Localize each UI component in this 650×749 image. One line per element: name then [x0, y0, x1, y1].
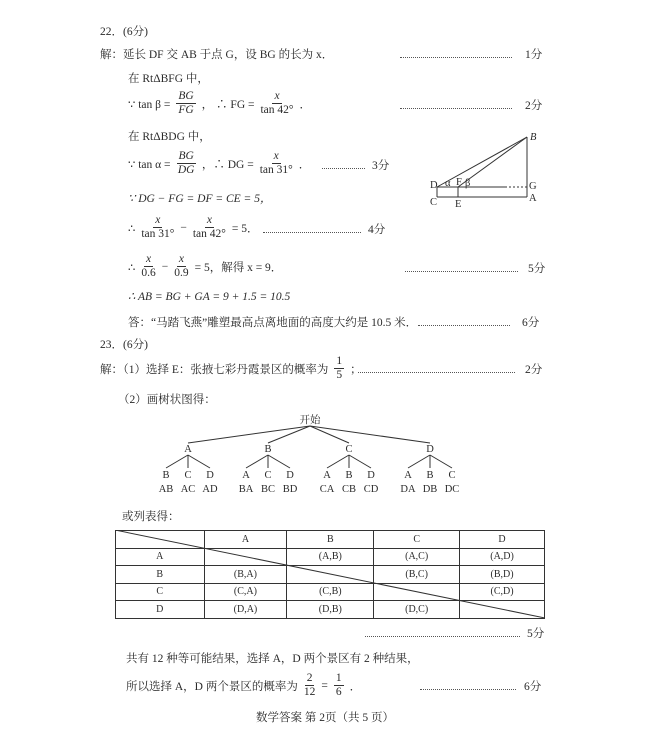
- tree-outcome: AB: [158, 484, 174, 495]
- dot-leader: [418, 325, 510, 326]
- dot-leader: [420, 689, 516, 690]
- q22-line4: 在 RtΔBDG 中，: [128, 131, 211, 143]
- q22-line9: ∴ AB = BG + GA = 9 + 1.5 = 10.5: [128, 291, 291, 303]
- table-cell: (C,B): [287, 583, 374, 601]
- dot-leader: [400, 108, 512, 109]
- table-cell: (A,D): [460, 548, 545, 566]
- table-cell: A: [116, 548, 205, 566]
- tree-root: 开始: [299, 415, 321, 426]
- text: = 5．: [231, 222, 259, 235]
- tree-leaf: D: [286, 470, 294, 481]
- q23-heading: 23．(6分): [100, 339, 148, 351]
- q22-line2: 在 RtΔBFG 中，: [128, 73, 209, 85]
- tree-outcome: DC: [444, 484, 460, 495]
- table-cell: (C,A): [204, 583, 287, 601]
- text: ．: [349, 680, 362, 693]
- tree-edge: [408, 455, 430, 468]
- table-cell: (B,C): [374, 566, 460, 584]
- text: ， ∴ FG =: [201, 98, 255, 111]
- q22-line8: [128, 253, 282, 280]
- tree-leaf: A: [323, 470, 331, 481]
- label-G: G: [529, 181, 537, 192]
- tree-diagram: [140, 408, 480, 503]
- fraction: $\frac{x}{\tan 42^\circ}$: [260, 90, 294, 116]
- score: 4分: [368, 224, 386, 236]
- label-A: A: [529, 193, 537, 204]
- text: ∴: [128, 222, 136, 235]
- tree-edge: [349, 455, 371, 468]
- score: 6分: [522, 317, 540, 329]
- tree-node: A: [184, 444, 192, 455]
- tree-outcome: CD: [363, 484, 379, 495]
- table-cell: D: [116, 601, 205, 619]
- table-cell: C: [116, 583, 205, 601]
- tree-edge: [310, 426, 430, 443]
- fraction: $\frac{x}{0.6}$: [141, 253, 156, 279]
- q23-line5: [126, 672, 361, 699]
- label-B: B: [530, 132, 537, 143]
- score: 5分: [527, 628, 545, 640]
- label-D: D: [430, 180, 438, 191]
- q22-line3: [128, 90, 311, 117]
- tree-outcome: CA: [319, 484, 335, 495]
- tree-edge: [188, 455, 210, 468]
- q22-line7: [128, 214, 259, 241]
- fraction: $\frac{x}{\tan 31^\circ}$: [259, 150, 293, 176]
- dot-leader: [358, 372, 515, 373]
- fraction: $\frac{2}{12}$: [303, 672, 316, 698]
- tree-leaf: B: [162, 470, 170, 481]
- q23-line2: （2）画树状图得：: [118, 394, 216, 406]
- table-cell: (B,A): [204, 566, 287, 584]
- tree-node: B: [264, 444, 272, 455]
- table-cell: (A,B): [287, 548, 374, 566]
- tree-edge: [246, 455, 268, 468]
- tree-outcome: BD: [282, 484, 298, 495]
- text: = 5，解得 x = 9．: [194, 261, 283, 274]
- label-F: F: [456, 177, 462, 188]
- label-alpha: α: [445, 178, 451, 189]
- label-beta: β: [465, 178, 471, 189]
- fraction: $\frac{x}{0.9}$: [174, 253, 189, 279]
- text: ．: [298, 158, 311, 171]
- table-cell: (D,C): [374, 601, 460, 619]
- text: −: [161, 260, 169, 273]
- tree-edge: [166, 455, 188, 468]
- q22-line1: 解：延长 DF 交 AB 于点 G，设 BG 的长为 x．: [100, 49, 334, 61]
- dot-leader: [405, 271, 518, 272]
- fraction: $\frac{x}{\tan 42^\circ}$: [192, 214, 226, 240]
- fraction: $\frac{x}{\tan 31^\circ}$: [141, 214, 175, 240]
- label-C: C: [430, 197, 438, 208]
- text: ∵ tan α =: [128, 158, 171, 171]
- tree-node: C: [345, 444, 353, 455]
- table-diagonal: [115, 530, 545, 618]
- tree-edge: [430, 455, 452, 468]
- tree-edge: [268, 455, 290, 468]
- table-cell: D: [460, 531, 545, 549]
- text: ∵ tan β =: [128, 98, 171, 111]
- text: =: [321, 679, 328, 692]
- table-cell: A: [204, 531, 287, 549]
- text: ；: [350, 363, 362, 376]
- q22-heading: 22．(6分): [100, 26, 148, 38]
- table-cell: (D,A): [204, 601, 287, 619]
- tree-leaf: B: [426, 470, 434, 481]
- score: 1分: [525, 49, 543, 61]
- q22-line6: ∵ DG − FG = DF = CE = 5，: [128, 193, 272, 205]
- table-cell: (A,C): [374, 548, 460, 566]
- label-E: E: [455, 199, 462, 210]
- tree-leaf: C: [264, 470, 272, 481]
- dot-leader: [400, 57, 512, 58]
- tree-leaf: B: [345, 470, 353, 481]
- tree-leaf: C: [448, 470, 456, 481]
- fraction: $\frac{BG}{DG}$: [177, 150, 195, 176]
- fraction: $\frac{BG}{FG}$: [178, 90, 194, 116]
- tree-leaf: D: [206, 470, 214, 481]
- q23-line1: [100, 355, 362, 382]
- score: 3分: [372, 160, 390, 172]
- tree-leaf: C: [184, 470, 192, 481]
- tree-outcome: DB: [422, 484, 438, 495]
- table-cell: (C,D): [460, 583, 545, 601]
- score: 6分: [524, 681, 542, 693]
- dot-leader: [365, 636, 520, 637]
- text: ．: [299, 98, 312, 111]
- tree-edge: [188, 426, 310, 443]
- tree-edge: [327, 455, 349, 468]
- tree-node: D: [426, 444, 434, 455]
- table-cell: (B,D): [460, 566, 545, 584]
- tree-outcome: AD: [202, 484, 218, 495]
- text: ，∴ DG =: [201, 158, 254, 171]
- q22-answer: 答：“马踏飞燕”雕塑最高点离地面的高度大约是 10.5 米．: [128, 317, 418, 329]
- text: 所以选择 A，D 两个景区的概率为: [126, 680, 298, 693]
- score: 5分: [528, 263, 546, 275]
- table-cell: C: [374, 531, 460, 549]
- q22-line5: [128, 150, 310, 177]
- score: 2分: [525, 364, 543, 376]
- geometry-figure: [420, 125, 550, 210]
- dot-leader: [263, 232, 361, 233]
- page-footer: 数学答案 第 2页（共 5 页）: [256, 712, 394, 724]
- tree-leaf: A: [404, 470, 412, 481]
- tree-outcome: BC: [260, 484, 276, 495]
- fraction: $\frac{1}{5}$: [336, 355, 343, 381]
- text: −: [180, 221, 187, 234]
- text: 解：（1）选择 E：张掖七彩丹霞景区的概率为: [100, 363, 329, 376]
- table-cell: B: [116, 566, 205, 584]
- tree-outcome: AC: [180, 484, 196, 495]
- table-cell: (D,B): [287, 601, 374, 619]
- q23-line4: 共有 12 种等可能结果，选择 A，D 两个景区有 2 种结果，: [126, 653, 419, 665]
- dot-leader: [322, 168, 365, 169]
- text: ∴: [128, 261, 136, 274]
- tree-leaf: D: [367, 470, 375, 481]
- tree-outcome: CB: [341, 484, 357, 495]
- q23-line3: 或列表得：: [122, 511, 180, 523]
- tree-outcome: BA: [238, 484, 254, 495]
- table-cell: B: [287, 531, 374, 549]
- tree-leaf: A: [242, 470, 250, 481]
- tree-outcome: DA: [400, 484, 416, 495]
- fraction: $\frac{1}{6}$: [335, 672, 342, 698]
- score: 2分: [525, 100, 543, 112]
